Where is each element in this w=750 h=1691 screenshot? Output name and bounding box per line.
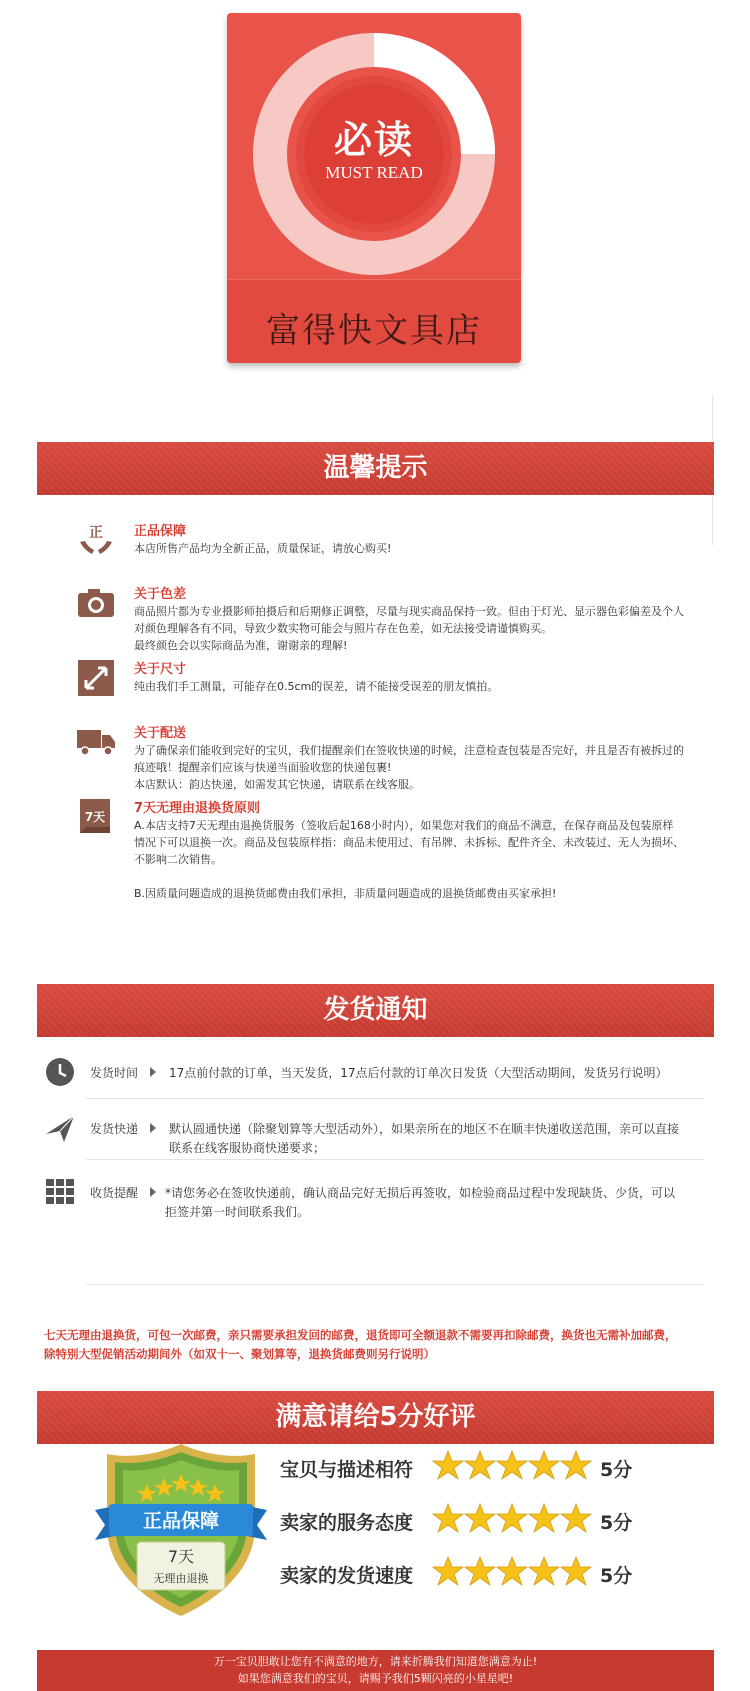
tip-title: 关于配送 xyxy=(134,726,187,741)
svg-text:7天: 7天 xyxy=(84,810,106,824)
rating-banner: 满意请给5分好评 xyxy=(37,1391,714,1444)
rating-label: 卖家的服务态度 xyxy=(280,1512,414,1534)
grid-icon xyxy=(44,1176,76,1208)
footer-line: 如果您满意我们的宝贝，请赐予我们5颗闪亮的小星星吧! xyxy=(237,1672,514,1685)
divider xyxy=(86,1284,704,1285)
ship-label: 发货快递 xyxy=(90,1122,139,1136)
five-stars-icon xyxy=(432,1555,592,1589)
divider xyxy=(86,1159,704,1160)
calendar-7-icon xyxy=(76,797,116,837)
ship-text: *请您务必在签收快递前，确认商品完好无损后再签收，如检验商品过程中发现缺货、少货，可以 拒签并第一时间联系我们。 xyxy=(165,1186,676,1219)
return-notice: 七天无理由退换货，可包一次邮费，亲只需要承担发回的邮费，退货即可全额退款不需要再扣除邮费，换货也无需补加邮费， 除特别大型促销活动期间外（如双十一、聚划算等，退换货邮费则另行说明） xyxy=(44,1328,677,1361)
rating-label: 宝贝与描述相符 xyxy=(280,1459,414,1481)
delivery-truck-icon xyxy=(76,722,116,762)
genuine-hands-icon xyxy=(76,520,116,560)
svg-text:无理由退换: 无理由退换 xyxy=(153,1572,209,1585)
genuine-guarantee-shield-icon xyxy=(95,1440,267,1620)
arrow-right-icon xyxy=(150,1123,156,1133)
divider xyxy=(86,1098,704,1099)
rating-label: 卖家的发货速度 xyxy=(280,1565,414,1587)
footer-banner xyxy=(37,1650,714,1691)
must-read-card xyxy=(227,13,521,363)
tips-banner: 温馨提示 xyxy=(37,442,714,495)
ship-label: 收货提醒 xyxy=(90,1186,139,1200)
tip-desc: 本店所售产品均为全新正品，质量保证，请放心购买! xyxy=(134,542,392,555)
arrow-right-icon xyxy=(150,1187,156,1197)
shop-name: 富得快文具店 xyxy=(266,311,482,351)
tip-desc: 纯由我们手工测量，可能存在0.5cm的误差，请不能接受误差的朋友慎拍。 xyxy=(134,680,499,693)
must-read-subtitle: MUST READ xyxy=(325,163,423,182)
tip-title: 关于尺寸 xyxy=(134,662,187,677)
shipping-banner: 发货通知 xyxy=(37,984,714,1037)
rating-score: 5分 xyxy=(600,1565,633,1587)
ship-text: 17点前付款的订单，当天发货，17点后付款的订单次日发货（大型活动期间，发货另行说明） xyxy=(169,1066,668,1080)
rating-score: 5分 xyxy=(600,1512,633,1534)
rating-row-service xyxy=(280,1502,680,1542)
five-stars-icon xyxy=(432,1449,592,1483)
airplane-icon xyxy=(44,1112,76,1144)
must-read-title: 必读 xyxy=(333,118,414,162)
svg-text:正品保障: 正品保障 xyxy=(142,1510,220,1532)
camera-icon xyxy=(76,583,116,623)
svg-text:7天: 7天 xyxy=(167,1547,195,1566)
resize-arrow-icon xyxy=(76,658,116,698)
rating-score: 5分 xyxy=(600,1459,633,1481)
rating-row-shipping xyxy=(280,1555,680,1595)
tip-title: 7天无理由退换货原则 xyxy=(134,801,261,816)
rating-row-description xyxy=(280,1449,680,1489)
clock-icon xyxy=(44,1056,76,1088)
footer-line: 万一宝贝胆敢让您有不满意的地方，请来折腾我们知道您满意为止! xyxy=(213,1655,538,1668)
ship-label: 发货时间 xyxy=(90,1066,139,1080)
tip-desc: 为了确保亲们能收到完好的宝贝，我们提醒亲们在签收快递的时候，注意检查包装是否完好，并且是否有被拆过的 痕迹哦！提醒亲们应该与快递当面验收您的快递包裹! 本店默认：韵达快递，如需发其它快递，请联系在线客服。 xyxy=(134,744,684,791)
tip-desc: A.本店支持7天无理由退换货服务（签收后起168小时内），如果您对我们的商品不满意，在保存商品及包装原样 情况下可以退换一次。商品及包装原样指：商品未使用过、有吊牌、未拆标、配件齐全、未改装过、无人为损坏、 不影响二次销售。 B.因质量问题造成的退换货邮费由我们承担，非质量问题造成的退换货邮费由买家承担! xyxy=(134,819,684,900)
svg-text:正: 正 xyxy=(89,525,103,541)
ship-text: 默认圆通快递（除聚划算等大型活动外），如果亲所在的地区不在顺丰快递收送范围，亲可以直接 联系在线客服协商快递要求； xyxy=(169,1122,680,1155)
tip-title: 正品保障 xyxy=(134,524,187,539)
five-stars-icon xyxy=(432,1502,592,1536)
tip-desc: 商品照片都为专业摄影师拍摄后和后期修正调整，尽量与现实商品保持一致。但由于灯光、显示器色彩偏差及个人 对颜色理解各有不同，导致少数实物可能会与照片存在色差，如无法接受请谨慎购买。 最终颜色会以实际商品为准，谢谢亲的理解! xyxy=(134,605,684,652)
tip-title: 关于色差 xyxy=(134,587,187,602)
arrow-right-icon xyxy=(150,1067,156,1077)
